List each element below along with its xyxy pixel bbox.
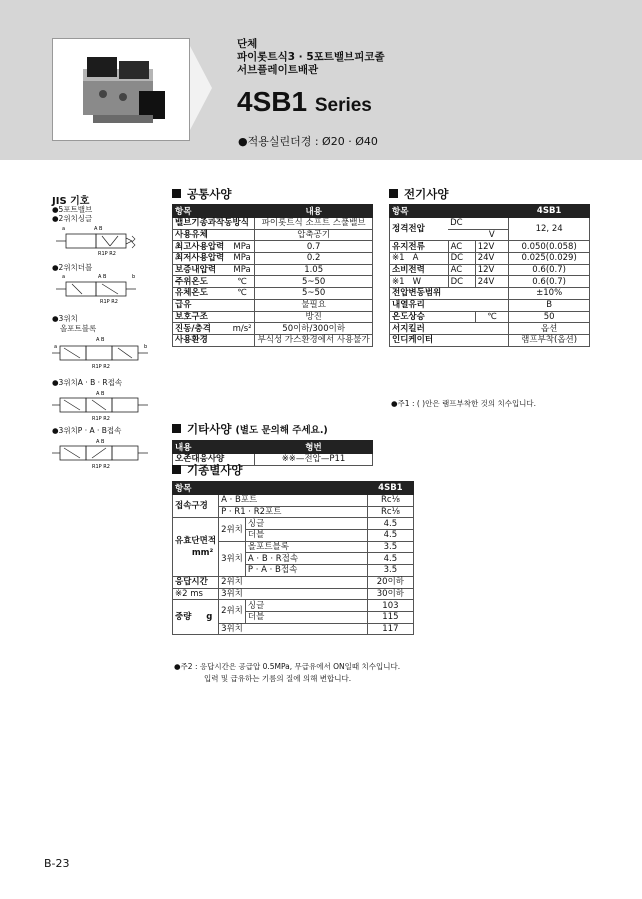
jis-item-2pos-single: ●2위치싱글 — [52, 214, 93, 223]
svg-text:b: b — [144, 344, 148, 350]
common-item-unit: MPa — [230, 241, 255, 253]
jis-item-3pos-abr: ●3위치A · B · R접속 — [52, 378, 123, 387]
common-item-value: 5~50 — [255, 276, 373, 288]
common-item-label: 사용환경 — [173, 334, 255, 346]
common-item-label: 최저사용압력 — [173, 253, 230, 265]
page-number: B-23 — [44, 857, 70, 870]
table-row — [173, 264, 373, 276]
common-item-value: 1.05 — [255, 264, 373, 276]
common-item-value: 불필요 — [255, 299, 373, 311]
model-title — [237, 86, 372, 118]
table-row — [173, 253, 373, 265]
other-spec-title: 기타사양 (별도 문의해 주세요.) — [172, 421, 328, 437]
common-item-value: 파이롯트식 소프트 스풀밸브 — [255, 218, 373, 230]
electric-note: ●주1 : ( )안은 램프부착한 것의 치수입니다. — [391, 399, 537, 408]
valve-image — [53, 39, 189, 140]
square-bullet-icon — [172, 189, 181, 198]
model-note-1: ●주2 : 응답시간은 공급압 0.5MPa, 무급유에서 ON일때 치수입니다. — [174, 662, 401, 671]
svg-text:A B: A B — [96, 391, 105, 397]
svg-text:R1P R2: R1P R2 — [92, 464, 110, 470]
square-bullet-icon — [172, 465, 181, 474]
common-item-label: 진동/충격 — [173, 323, 230, 335]
common-item-unit: ℃ — [230, 288, 255, 300]
common-item-value: 0.2 — [255, 253, 373, 265]
table-row — [173, 241, 373, 253]
symbol-3pos-pab — [52, 436, 152, 474]
common-item-value: 50이하/300이하 — [255, 323, 373, 335]
table-row — [173, 229, 373, 241]
common-item-unit: MPa — [230, 264, 255, 276]
header-line3: 서브플레이트배관 — [237, 64, 319, 76]
common-item-unit: MPa — [230, 253, 255, 265]
jis-item-3pos: ●3위치 — [52, 314, 78, 323]
common-item-label: 밸브기종과작동방식 — [173, 218, 255, 230]
svg-text:b: b — [132, 274, 136, 280]
svg-text:A B: A B — [94, 226, 103, 232]
common-spec-title: 공통사양 — [172, 186, 231, 202]
common-item-label: 급유 — [173, 299, 255, 311]
model-code: 4SB1 — [237, 86, 308, 117]
table-row — [173, 218, 373, 230]
header-arrow — [190, 46, 212, 130]
electric-spec-title: 전기사양 — [389, 186, 448, 202]
common-item-value: 5~50 — [255, 288, 373, 300]
model-note-2: 입력 및 급유하는 기름의 질에 의해 변합니다. — [204, 674, 352, 683]
common-spec-table: 항목 내용 밸브기종과작동방식 파이롯트식 소프트 스풀밸브 사용유체 압축공기 최고사용압력 MPa 0.7 최저사용압력 MPa 0.2 보증내압력 MPa 1.05 주위온도 ℃ 5~50 유체온도 ℃ 5~50 급유 불필요 보호구조 방진 진동/충격 m/s² 50이하/300이하 사용환경 부식성 가스환경에서 사용불가 — [172, 204, 373, 347]
table-row — [173, 299, 373, 311]
common-item-value: 압축공기 — [255, 229, 373, 241]
jis-item-5port: ●5포트밸브 — [52, 205, 93, 214]
svg-text:a: a — [62, 226, 66, 232]
jis-title: JIS 기호 — [52, 196, 90, 207]
bore-info: ●적용실린더경 : Ø20 · Ø40 — [238, 135, 378, 148]
jis-item-allblock: 올포트블록 — [60, 324, 97, 333]
svg-text:A B: A B — [98, 274, 107, 280]
common-item-value: 0.7 — [255, 241, 373, 253]
symbol-2pos-double — [52, 272, 152, 304]
header-line1: 단체 — [237, 38, 258, 50]
svg-text:R1P R2: R1P R2 — [100, 299, 118, 304]
other-spec-table: 내용 형번 오존대응사양 ※※—전압—P11 — [172, 440, 373, 466]
common-item-label: 사용유체 — [173, 229, 255, 241]
model-spec-table: 항목 4SB1 접속구경 A · B포트 Rc⅛ P · R1 · R2포트 Rc⅛ 유효단면적 mm² 2위치 싱글 4.5 더블 4.5 3위치 올포트블록 3.5 A · B · R접속 4.5 P · A · B접속 3.5 응답시간 2위치 20이하 ※2 ms 3위치 30이하 중량 g 2위치 싱글 103 더블 115 3위치 117 — [172, 481, 414, 635]
square-bullet-icon — [389, 189, 398, 198]
table-row — [173, 288, 373, 300]
table-row — [173, 323, 373, 335]
model-spec-title: 기종별사양 — [172, 462, 243, 478]
series-label: Series — [314, 95, 372, 116]
symbol-3pos-allblock — [52, 334, 152, 374]
electric-spec-table: 항목 4SB1 정격전압 DC 12, 24 V 유지전류 AC 12V 0.050(0.058) ※1 A DC 24V 0.025(0.029) 소비전력 AC 12V 0.6(0.7) ※1 W DC 24V 0.6(0.7) 전압변동범위 ±10% 내열유리 B 온도상승 ℃ 50 서지킬러 옵션 인디케이터 램프부착(옵션) — [389, 204, 590, 347]
symbol-2pos-single — [52, 224, 152, 256]
common-item-value: 부식성 가스환경에서 사용불가 — [255, 334, 373, 346]
jis-item-2pos-double: ●2위치더블 — [52, 263, 93, 272]
svg-text:A B: A B — [96, 337, 105, 343]
jis-item-3pos-pab: ●3위치P · A · B접속 — [52, 426, 122, 435]
svg-text:a: a — [62, 274, 66, 280]
svg-text:R1P R2: R1P R2 — [98, 251, 116, 256]
svg-text:A B: A B — [96, 439, 105, 445]
svg-text:R1P R2: R1P R2 — [92, 416, 110, 422]
product-photo — [52, 38, 190, 141]
common-item-label: 보호구조 — [173, 311, 255, 323]
square-bullet-icon — [172, 424, 181, 433]
common-item-unit: m/s² — [230, 323, 255, 335]
common-item-unit: ℃ — [230, 276, 255, 288]
common-item-label: 보증내압력 — [173, 264, 230, 276]
svg-text:a: a — [54, 344, 58, 350]
common-item-label: 유체온도 — [173, 288, 230, 300]
symbol-3pos-abr — [52, 388, 152, 426]
table-row — [173, 311, 373, 323]
common-item-label: 최고사용압력 — [173, 241, 230, 253]
table-row — [173, 276, 373, 288]
common-item-label: 주위온도 — [173, 276, 230, 288]
header-line2: 파이롯트식3 · 5포트밸브피코졸 — [237, 51, 385, 63]
table-row — [173, 334, 373, 346]
svg-text:R1P R2: R1P R2 — [92, 364, 110, 370]
common-item-value: 방진 — [255, 311, 373, 323]
